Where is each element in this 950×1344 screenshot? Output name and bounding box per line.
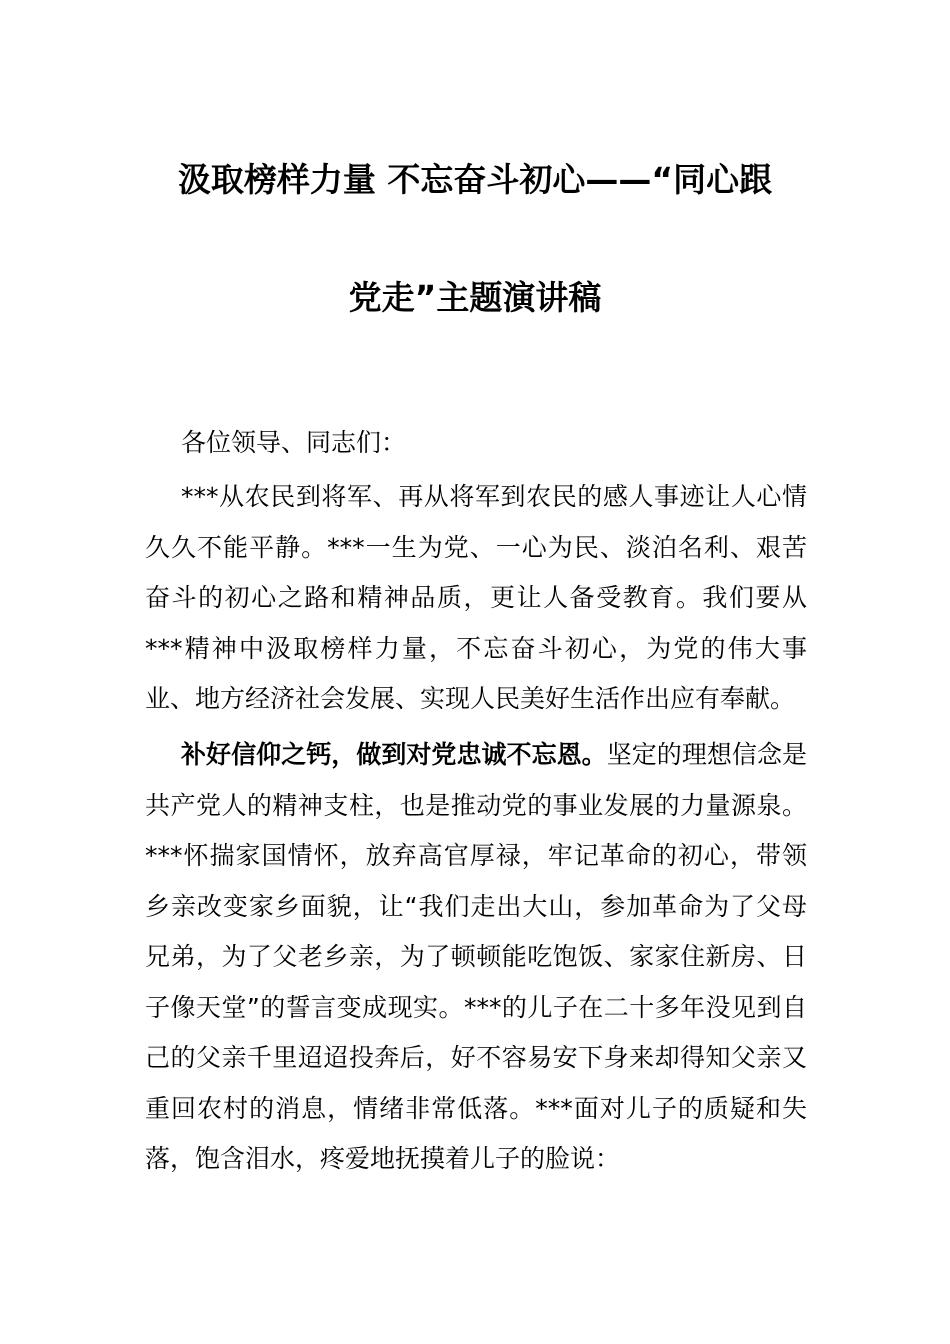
title-line-1: 汲取榜样力量 不忘奋斗初心——“同心跟: [177, 160, 773, 199]
paragraph-1-block: [145, 472, 807, 725]
salutation-block: [145, 418, 807, 469]
paragraph-2-lead: 补好信仰之钙，做到对党忠诚不忘恩。: [181, 740, 607, 769]
paragraph-1: ***从农民到将军、再从将军到农民的感人事迹让人心情久久不能平静。***一生为党、一心为民、淡泊名利、艰苦奋斗的初心之路和精神品质，更让人备受教育。我们要从***精神中汲取榜样力量，不忘奋斗初心，为党的伟大事业、地方经济社会发展、实现人民美好生活作出应有奉献。: [145, 482, 807, 713]
paragraph-2: [145, 730, 807, 1185]
title-line-2: 党走”主题演讲稿: [348, 278, 602, 317]
paragraph-2-block: [145, 730, 807, 1185]
paragraph-2-body: 坚定的理想信念是共产党人的精神支柱，也是推动党的事业发展的力量源泉。***怀揣家国情怀，放弃高官厚禄，牢记革命的初心，带领乡亲改变家乡面貌，让“我们走出大山，参加革命为了父母兄弟，为了父老乡亲，为了顿顿能吃饱饭、家家住新房、日子像天堂”的誓言变成现实。***的儿子在二十多年没见到自己的父亲千里迢迢投奔后，好不容易安下身来却得知父亲又重回农村的消息，情绪非常低落。***面对儿子的质疑和失落，饱含泪水，疼爱地抚摸着儿子的脸说：: [145, 740, 807, 1173]
salutation: 各位领导、同志们：: [181, 428, 407, 457]
